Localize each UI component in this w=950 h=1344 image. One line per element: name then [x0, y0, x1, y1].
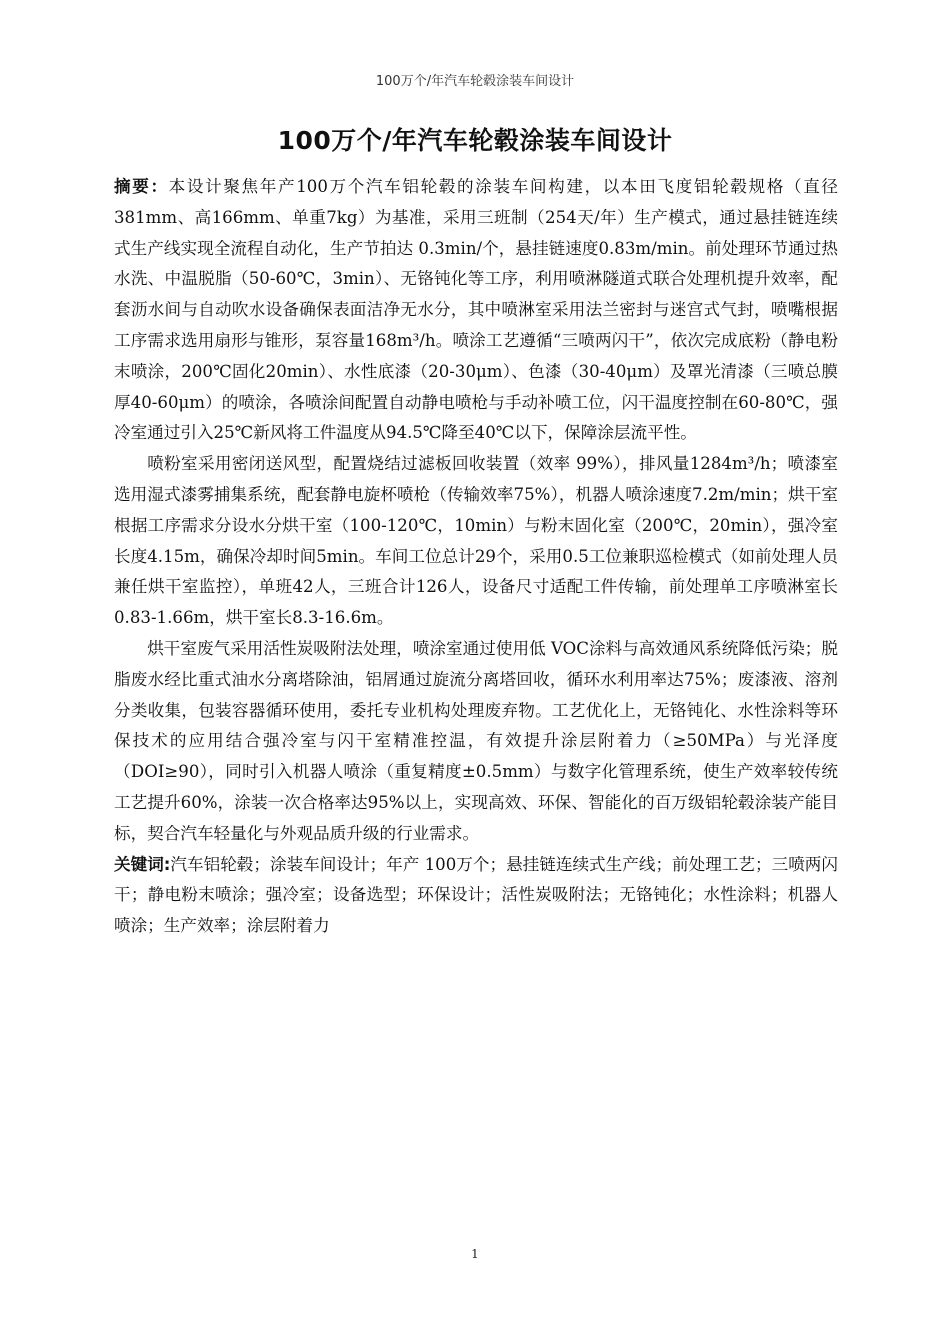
abstract-text: 本设计聚焦年产100万个汽车铝轮毂的涂装车间构建，以本田飞度铝轮毂规格（直径381mm、高166mm、单重7kg）为基准，采用三班制（254天/年）生产模式，通过悬挂链连续式生产线实现全流程自动化，生产节拍达 0.3min/个，悬挂链速度0.83m/min。前处理环节通过热水洗、中温脱脂（50-60℃，3min）、无铬钝化等工序，利用喷淋隧道式联合处理机提升效率，配套沥水间与自动吹水设备确保表面洁净无水分，其中喷淋室采用法兰密封与迷宫式气封，喷嘴根据工序需求选用扇形与锥形，泵容量168m³/h。喷涂工艺遵循“三喷两闪干”，依次完成底粉（静电粉末喷涂，200℃固化20min）、水性底漆（20-30μm）、色漆（30-40μm）及罩光清漆（三喷总膜厚40-60μm）的喷涂，各喷涂间配置自动静电喷枪与手动补喷工位，闪干温度控制在60-80℃，强冷室通过引入25℃新风将工件温度从94.5℃降至40℃以下，保障涂层流平性。 — [114, 177, 839, 443]
body-paragraph: 烘干室废气采用活性炭吸附法处理，喷涂室通过使用低 VOC涂料与高效通风系统降低污染；脱脂废水经比重式油水分离塔除油，铝屑通过旋流分离塔回收，循环水利用率达75%；废漆液、溶剂分类收集，包装容器循环使用，委托专业机构处理废弃物。工艺优化上，无铬钝化、水性涂料等环保技术的应用结合强冷室与闪干室精准控温，有效提升涂层附着力（≥50MPa）与光泽度（DOI≥90），同时引入机器人喷涂（重复精度±0.5mm）与数字化管理系统，使生产效率较传统工艺提升60%，涂装一次合格率达95%以上，实现高效、环保、智能化的百万级铝轮毂涂装产能目标，契合汽车轻量化与外观品质升级的行业需求。 — [114, 638, 838, 843]
keywords-paragraph — [114, 850, 838, 942]
abstract-label: 摘要： — [114, 177, 169, 196]
page-number: 1 — [471, 1247, 479, 1261]
document-body — [114, 172, 838, 942]
document-title: 100万个/年汽车轮毂涂装车间设计 — [277, 126, 673, 155]
running-header: 100万个/年汽车轮毂涂装车间设计 — [375, 74, 575, 89]
body-paragraph: 喷粉室采用密闭送风型，配置烧结过滤板回收装置（效率 99%），排风量1284m³/h；喷漆室选用湿式漆雾捕集系统，配套静电旋杯喷枪（传输效率75%），机器人喷涂速度7.2m/min；烘干室根据工序需求分设水分烘干室（100-120℃，10min）与粉末固化室（200℃，20min），强冷室长度4.15m，确保冷却时间5min。车间工位总计29个，采用0.5工位兼职巡检模式（如前处理人员兼任烘干室监控），单班42人，三班合计126人，设备尺寸适配工件传输，前处理单工序喷淋室长0.83-1.66m，烘干室长8.3-16.6m。 — [114, 454, 838, 628]
keywords-text: 汽车铝轮毂；涂装车间设计；年产 100万个；悬挂链连续式生产线；前处理工艺；三喷两闪干；静电粉末喷涂；强冷室；设备选型；环保设计；活性炭吸附法；无铬钝化；水性涂料；机器人喷涂；生产效率；涂层附着力 — [114, 854, 838, 936]
abstract-paragraph — [114, 172, 838, 449]
keywords-label: 关键词: — [114, 854, 171, 874]
